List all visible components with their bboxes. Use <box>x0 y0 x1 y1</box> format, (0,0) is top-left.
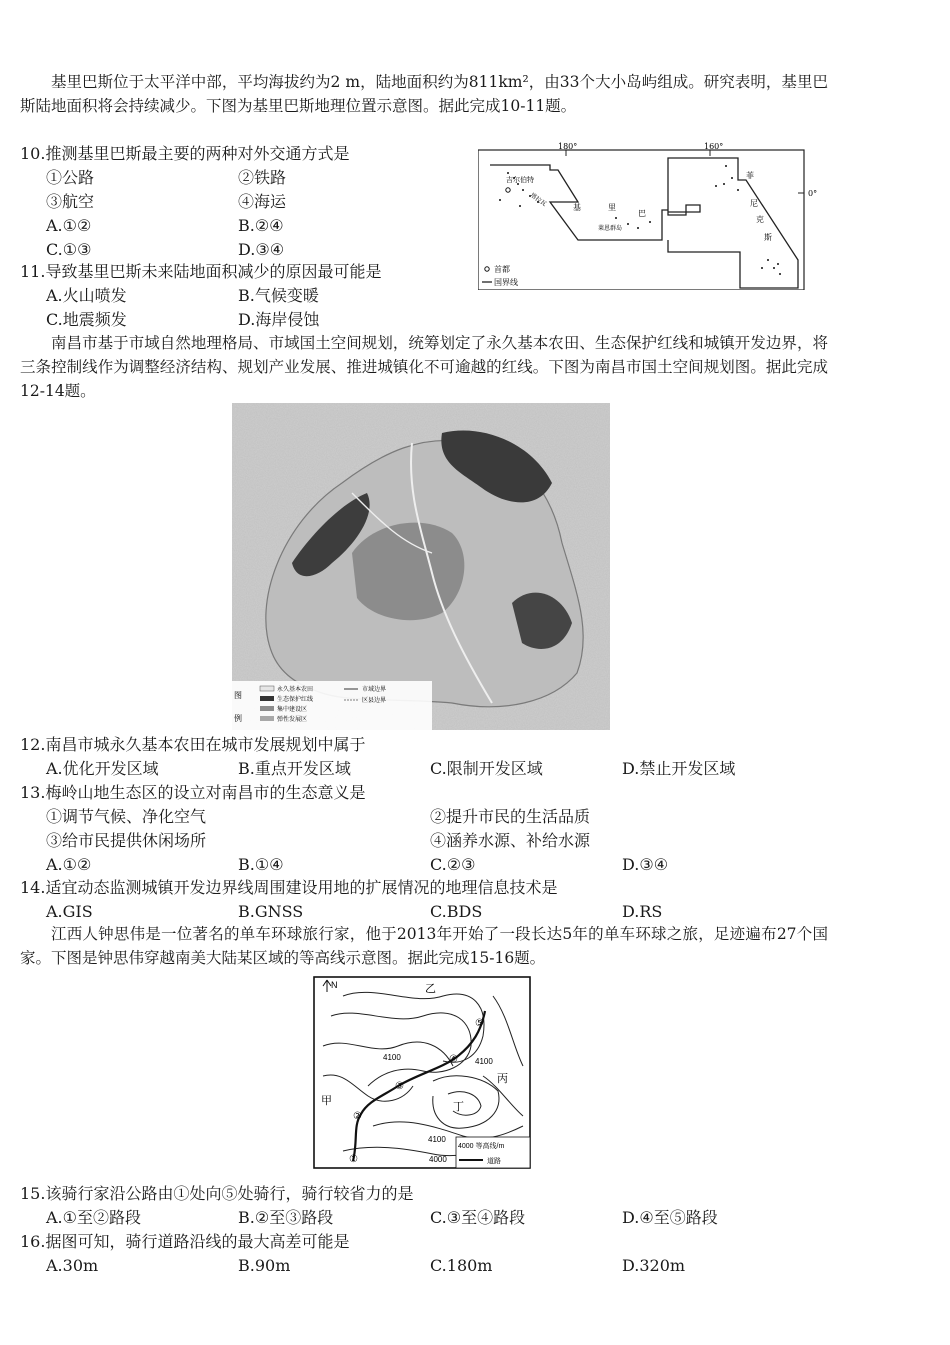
contour-map <box>313 976 531 1169</box>
intro-kiribati: 基里巴斯位于太平洋中部，平均海拔约为2 m，陆地面积约为811km²，由33个大小岛屿组成。研究表明，基里巴斯陆地面积将会持续减少。下图为基里巴斯地理位置示意图。据此完成10-11题。 <box>20 73 828 115</box>
q15-option-a[interactable]: A.①至②路段 <box>46 1208 141 1227</box>
contour-value-4100-a: 4100 <box>383 1053 401 1062</box>
label-capital: 塔拉瓦 <box>528 191 548 208</box>
question-16-stem: 16.据图可知，骑行道路沿线的最大高差可能是 <box>20 1232 350 1251</box>
legend-swatch-flex <box>260 716 274 721</box>
q15-option-b[interactable]: B.②至③路段 <box>238 1208 334 1227</box>
q10-option-d[interactable]: D.③④ <box>238 240 285 259</box>
q13-option-b[interactable]: B.①④ <box>238 855 284 874</box>
q14-option-b[interactable]: B.GNSS <box>238 902 304 921</box>
contour-value-4100-c: 4100 <box>428 1135 446 1144</box>
legend-county-boundary: 区县边界 <box>362 697 387 704</box>
q11-option-c[interactable]: C.地震频发 <box>46 310 127 329</box>
legend-capital: 首都 <box>494 265 510 274</box>
q12-option-c[interactable]: C.限制开发区域 <box>430 759 543 778</box>
q13-statement-2: ②提升市民的生活品质 <box>430 807 591 826</box>
q12-option-d[interactable]: D.禁止开发区域 <box>622 759 736 778</box>
q11-option-a[interactable]: A.火山喷发 <box>46 286 127 305</box>
legend-swatch-eco <box>260 696 274 701</box>
question-14-stem: 14.适宜动态监测城镇开发边界线周围建设用地的扩展情况的地理信息技术是 <box>20 878 558 897</box>
label-kiribati-1: 基 <box>573 203 581 212</box>
label-phoenix-1: 菲 <box>746 171 754 180</box>
nanchang-planning-map <box>232 403 610 730</box>
legend-road: 道路 <box>487 1158 501 1165</box>
q12-option-b[interactable]: B.重点开发区域 <box>238 759 351 778</box>
q14-option-d[interactable]: D.RS <box>622 902 663 921</box>
question-13-stem: 13.梅岭山地生态区的设立对南昌市的生态意义是 <box>20 783 366 802</box>
legend-title-2: 例 <box>234 714 242 723</box>
legend-swatch-farmland <box>260 686 274 691</box>
label-phoenix-3: 克 <box>756 215 764 224</box>
legend-title-1: 图 <box>234 691 242 700</box>
q16-option-c[interactable]: C.180m <box>430 1256 493 1275</box>
legend-construction: 集中建设区 <box>277 706 308 713</box>
lon-160-label: 160° <box>704 142 724 151</box>
q12-option-a[interactable]: A.优化开发区域 <box>46 759 159 778</box>
label-gilbert: 吉尔伯特 <box>506 176 534 184</box>
legend-city-boundary: 市域边界 <box>362 686 387 693</box>
label-ding: 丁 <box>453 1100 464 1113</box>
question-15-stem: 15.该骑行家沿公路由①处向⑤处骑行，骑行较省力的是 <box>20 1184 414 1203</box>
point-1: ① <box>349 1154 358 1165</box>
lat-0-label: 0° <box>808 189 818 198</box>
q14-option-c[interactable]: C.BDS <box>430 902 483 921</box>
point-5: ⑤ <box>475 1018 484 1029</box>
central-construction-area <box>352 523 464 621</box>
legend-border: 国界线 <box>494 278 518 287</box>
intro-cycling: 江西人钟思伟是一位著名的单车环球旅行家，他于2013年开始了一段长达5年的单车环球之旅，足迹遍布27个国家。下图是钟思伟穿越南美大陆某区域的等高线示意图。据此完成15-16题。 <box>20 925 828 967</box>
label-phoenix-4: 斯 <box>764 233 772 242</box>
q10-option-a[interactable]: A.①② <box>46 216 92 235</box>
q11-option-b[interactable]: B.气候变暖 <box>238 286 319 305</box>
q10-statement-3: ③航空 <box>46 192 95 211</box>
q13-option-a[interactable]: A.①② <box>46 855 92 874</box>
question-11-stem: 11.导致基里巴斯未来陆地面积减少的原因最可能是 <box>20 262 382 281</box>
label-jia: 甲 <box>321 1094 332 1107</box>
legend-eco-redline: 生态保护红线 <box>277 696 314 703</box>
intro-nanchang: 南昌市基于市域自然地理格局、市域国土空间规划，统筹划定了永久基本农田、生态保护红线和城镇开发边界，将三条控制线作为调整经济结构、规划产业发展、推进城镇化不可逾越的红线。下图为南昌市国土空间规划图。据此完成12-14题。 <box>20 334 828 400</box>
contour-value-4000: 4000 <box>429 1155 447 1164</box>
lon-180-label: 180° <box>558 142 578 151</box>
legend-swatch-construction <box>260 706 274 711</box>
q13-statement-3: ③给市民提供休闲场所 <box>46 831 207 850</box>
q10-statement-1: ①公路 <box>46 168 95 187</box>
legend-farmland: 永久基本农田 <box>277 686 314 693</box>
legend-contour: 4000 等高线/m <box>458 1143 505 1150</box>
kiribati-map <box>478 140 818 290</box>
label-bing: 丙 <box>497 1072 508 1085</box>
q15-option-d[interactable]: D.④至⑤路段 <box>622 1208 718 1227</box>
legend-flex: 弹性发展区 <box>277 716 308 723</box>
q13-statement-4: ④涵养水源、补给水源 <box>430 831 591 850</box>
q16-option-b[interactable]: B.90m <box>238 1256 291 1275</box>
label-kiribati-3: 巴 <box>638 209 646 218</box>
point-4: ④ <box>449 1054 458 1065</box>
q13-option-c[interactable]: C.②③ <box>430 855 476 874</box>
label-kiribati-2: 里 <box>608 203 616 212</box>
contour-value-4100-b: 4100 <box>475 1057 493 1066</box>
q13-option-d[interactable]: D.③④ <box>622 855 669 874</box>
q10-option-c[interactable]: C.①③ <box>46 240 92 259</box>
label-phoenix-2: 尼 <box>750 199 758 208</box>
label-yi: 乙 <box>425 982 436 995</box>
point-3: ③ <box>395 1081 404 1092</box>
question-10-stem: 10.推测基里巴斯最主要的两种对外交通方式是 <box>20 144 350 163</box>
q10-statement-4: ④海运 <box>238 192 287 211</box>
point-2: ② <box>353 1111 362 1122</box>
label-line-islands: 莱恩群岛 <box>598 225 623 232</box>
q14-option-a[interactable]: A.GIS <box>46 902 93 921</box>
q16-option-d[interactable]: D.320m <box>622 1256 686 1275</box>
q16-option-a[interactable]: A.30m <box>46 1256 99 1275</box>
q10-statement-2: ②铁路 <box>238 168 287 187</box>
q10-option-b[interactable]: B.②④ <box>238 216 284 235</box>
q13-statement-1: ①调节气候、净化空气 <box>46 807 207 826</box>
q15-option-c[interactable]: C.③至④路段 <box>430 1208 526 1227</box>
q11-option-d[interactable]: D.海岸侵蚀 <box>238 310 320 329</box>
north-label: N <box>331 980 338 990</box>
question-12-stem: 12.南昌市城永久基本农田在城市发展规划中属于 <box>20 735 366 754</box>
